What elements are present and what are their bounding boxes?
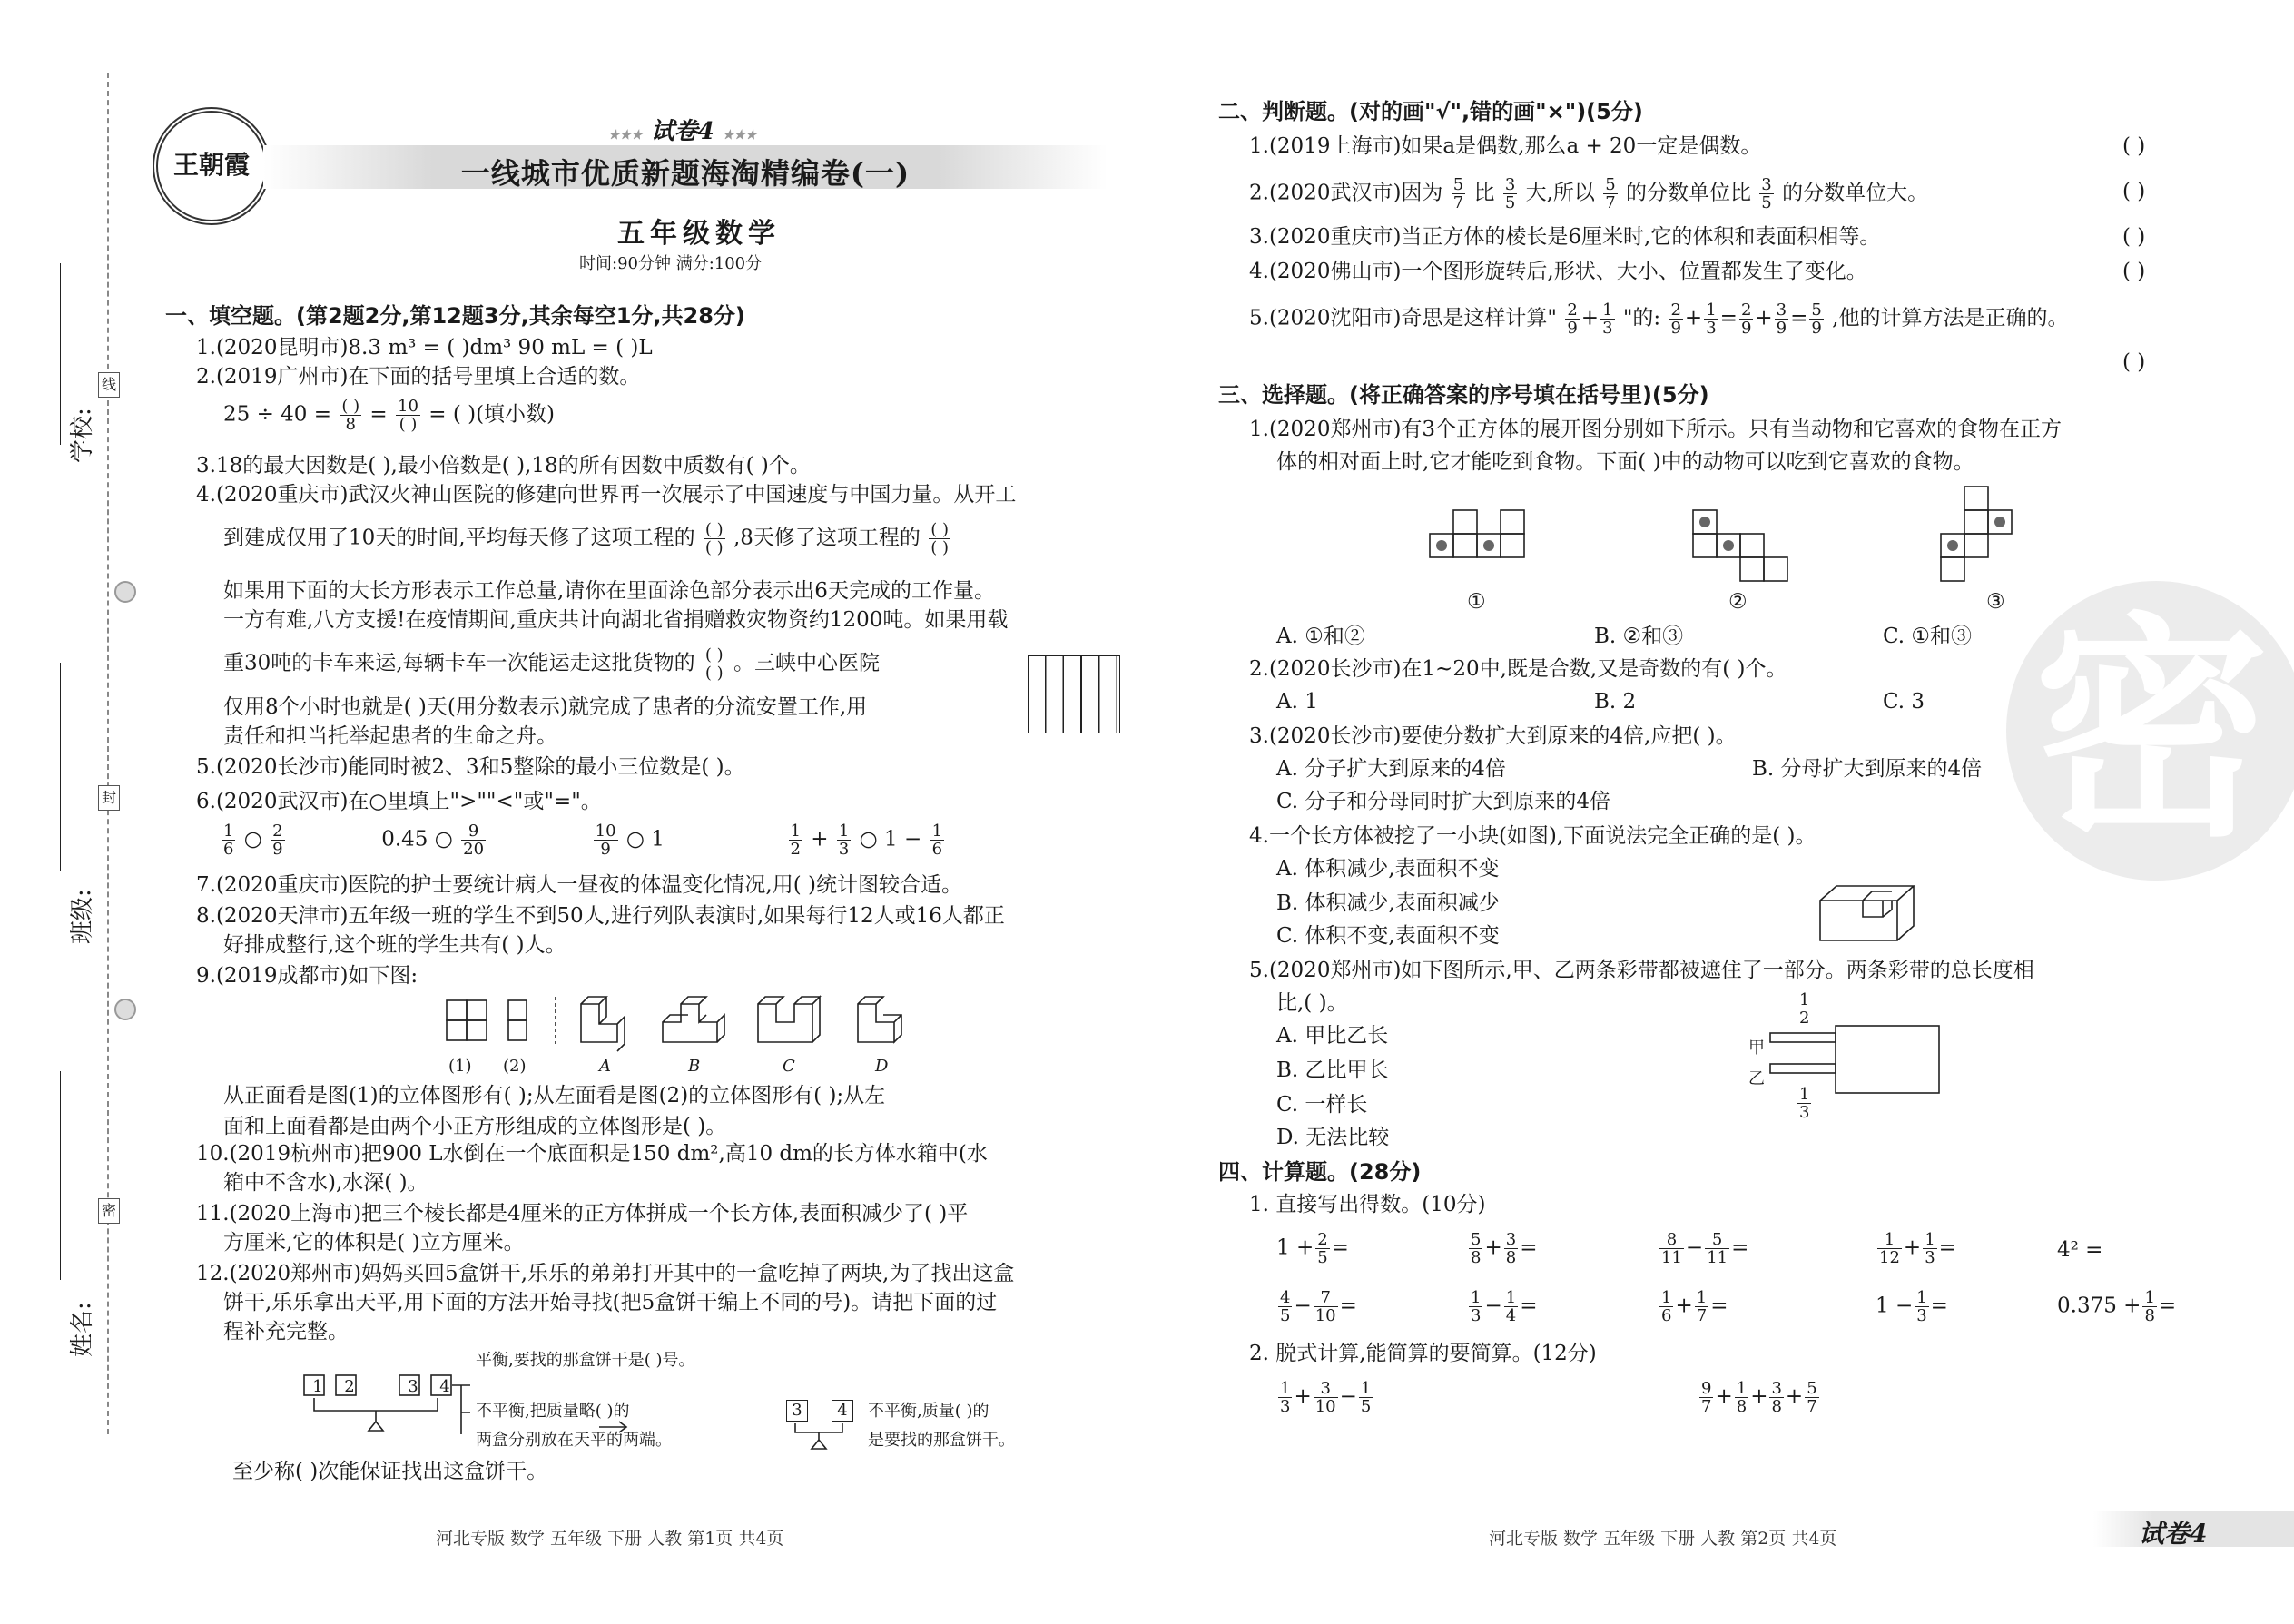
question-3: 3.18的最大因数是( ),最小倍数是( ),18的所有因数中质数有( )个。 [196, 454, 811, 477]
q12-branch-3a: 不平衡,质量( )的 [868, 1402, 989, 1421]
name-label: 姓名: [69, 1302, 96, 1357]
seal-mark-mi: 密 [98, 1198, 120, 1224]
question-11-line-1: 11.(2020上海市)把三个棱长都是4厘米的正方体拼成一个长方体,表面积减少了( )平 [196, 1202, 969, 1225]
question-12-line-3: 程补充完整。 [223, 1320, 349, 1343]
banner-title: 一线城市优质新题海淘精编卷(一) [460, 156, 911, 191]
question-9-line-3: 面和上面看都是由两个小正方形组成的立体图形是( )。 [223, 1115, 727, 1138]
q9-label-c: C [783, 1057, 795, 1076]
choice-5-option-a: A. 甲比乙长 [1276, 1024, 1389, 1048]
cuboid-figure [1816, 881, 1925, 946]
calc-2b: $\frac{1}{3}$ − $\frac{1}{4}$ = [1471, 1288, 1538, 1325]
q9-label-a: A [599, 1057, 611, 1076]
choice-3-option-a: A. 分子扩大到原来的4倍 [1276, 757, 1506, 781]
q12-branch-2b: 两盒分别放在天平的两端。 [476, 1431, 672, 1450]
calc-3a: $\frac{1}{3}$ + $\frac{3}{10}$ − $\frac{1}{5}$ [1280, 1379, 1372, 1416]
question-8-line-2: 好排成整行,这个班的学生共有( )人。 [223, 933, 566, 957]
question-6-items: $\frac{1}{6}$ ○ $\frac{2}{9}$ 0.45 ○ $\frac{9}{20}$ $\frac{10}{9}$ ○ 1 $\frac{1}{2}$ + $\frac{1}{3}$ ○ 1 − $\frac{1}{6}$ [223, 822, 943, 859]
q12-box-2: 2 [344, 1377, 355, 1396]
choice-5-option-c: C. 一样长 [1276, 1093, 1368, 1117]
choice-2-option-a: A. 1 [1276, 690, 1318, 714]
question-2: 2.(2019广州市)在下面的括号里填上合适的数。 [196, 365, 641, 389]
calc-2e: 0.375 + $\frac{1}{8}$ = [2057, 1288, 2177, 1325]
seal-mark-feng: 封 [98, 785, 120, 811]
question-12-line-1: 12.(2020郑州市)妈妈买回5盒饼干,乐乐的弟弟打开其中的一盒吃掉了两块,为了找出这盒 [196, 1262, 1015, 1285]
calc-2-title: 2. 脱式计算,能简算的要简算。(12分) [1249, 1342, 1597, 1365]
title-banner [263, 145, 1108, 189]
net-label-2: ② [1728, 590, 1748, 614]
choice-1-line-2: 体的相对面上时,它才能吃到食物。下面( )中的动物可以吃到它喜欢的食物。 [1276, 450, 1974, 474]
question-5: 5.(2020长沙市)能同时被2、3和5整除的最小三位数是( )。 [196, 755, 745, 779]
choice-2: 2.(2020长沙市)在1~20中,既是合数,又是奇数的有( )个。 [1249, 657, 1787, 681]
choice-1-option-a: A. ①和② [1276, 625, 1365, 648]
q12-branch-3b: 是要找的那盒饼干。 [868, 1431, 1015, 1450]
q9-label-b: B [688, 1057, 701, 1076]
question-1: 1.(2020昆明市)8.3 m³ = ( )dm³ 90 mL = ( )L [196, 336, 653, 359]
question-8-line-1: 8.(2020天津市)五年级一班的学生不到50人,进行列队表演时,如果每行12人或16人都正 [196, 904, 1005, 928]
question-9-line-2: 从正面看是图(1)的立体图形有( );从左面看是图(2)的立体图形有( );从左 [223, 1084, 886, 1107]
calc-1d: $\frac{1}{12}$ + $\frac{1}{3}$ = [1879, 1230, 1956, 1267]
question-4-line-4: 一方有难,八方支援!在疫情期间,重庆共计向湖北省捐赠救灾物资约1200吨。如果用载 [223, 608, 1009, 632]
q12-branch-2a: 不平衡,把质量略( )的 [476, 1402, 630, 1421]
subject-title: 五年级数学 [617, 218, 781, 250]
question-4-line-1: 4.(2020重庆市)武汉火神山医院的修建向世界再一次展示了中国速度与中国力量。从开工 [196, 483, 1017, 507]
seal-mark-line: 线 [98, 372, 120, 398]
ribbon-yi-fraction: $\frac{1}{3}$ [1799, 1085, 1810, 1122]
net-label-3: ③ [1986, 590, 2005, 614]
question-9: 9.(2019成都市)如下图: [196, 964, 418, 988]
judge-3-paren: ( ) [2122, 225, 2146, 249]
footer-badge: 试卷4 [2093, 1511, 2294, 1547]
choice-1-option-b: B. ②和③ [1594, 625, 1684, 648]
small-balance [788, 1422, 861, 1458]
section-4-title: 四、计算题。(28分) [1218, 1159, 1422, 1185]
footer-left: 河北专版 数学 五年级 下册 人教 第1页 共4页 [436, 1529, 784, 1549]
judge-5: 5.(2020沈阳市)奇思是这样计算" $\frac{2}{9}$ + $\frac{1}{3}$ "的: $\frac{2}{9}$ + $\frac{1}{3}$ = $\frac{2}{9}$ + $\frac{3}{9}$ = $\frac{5}{9}$ ,他的计算方法是正确的。 [1249, 300, 2069, 338]
calc-row-2: $\frac{4}{5}$ − $\frac{7}{10}$ = [1280, 1288, 1357, 1325]
question-7: 7.(2020重庆市)医院的护士要统计病人一昼夜的体温变化情况,用( )统计图较合适。 [196, 873, 962, 897]
judge-4: 4.(2020佛山市)一个图形旋转后,形状、大小、位置都发生了变化。 [1249, 260, 1867, 283]
q12-box-4b: 4 [832, 1400, 853, 1422]
calc-row-1: 1 + $\frac{2}{5}$ = [1276, 1230, 1349, 1267]
judge-4-paren: ( ) [2122, 260, 2146, 283]
calc-1b: $\frac{5}{8}$ + $\frac{3}{8}$ = [1471, 1230, 1538, 1267]
calc-2d: 1 − $\frac{1}{3}$ = [1876, 1288, 1948, 1325]
judge-1: 1.(2019上海市)如果a是偶数,那么a + 20一定是偶数。 [1249, 134, 1762, 158]
choice-4-option-a: A. 体积减少,表面积不变 [1276, 857, 1500, 881]
choice-5-option-b: B. 乙比甲长 [1276, 1058, 1389, 1082]
question-11-line-2: 方厘米,它的体积是( )立方厘米。 [223, 1231, 525, 1255]
ribbon-yi-label: 乙 [1748, 1069, 1765, 1088]
judge-2-paren: ( ) [2122, 180, 2146, 203]
q12-branch-1: 平衡,要找的那盒饼干是( )号。 [476, 1351, 695, 1370]
q12-box-3b: 3 [786, 1400, 808, 1422]
question-4-line-7: 责任和担当托举起患者的生命之舟。 [223, 724, 557, 748]
q9-label-1: (1) [448, 1057, 472, 1076]
question-4-line-3: 如果用下面的大长方形表示工作总量,请你在里面涂色部分表示出6天完成的工作量。 [223, 579, 995, 603]
question-6: 6.(2020武汉市)在○里填上">""<"或"="。 [196, 790, 602, 813]
question-10-line-2: 箱中不含水),水深( )。 [223, 1171, 428, 1195]
choice-5-option-d: D. 无法比较 [1276, 1126, 1390, 1149]
section-2-title: 二、判断题。(对的画"√",错的画"×")(5分) [1218, 99, 1643, 124]
calc-3b: $\frac{9}{7}$ + $\frac{1}{8}$ + $\frac{3}{8}$ + $\frac{5}{7}$ [1701, 1379, 1817, 1416]
choice-4-option-c: C. 体积不变,表面积不变 [1276, 924, 1500, 948]
calc-1c: $\frac{8}{11}$ − $\frac{5}{11}$ = [1661, 1230, 1749, 1267]
paper-label: ★★★ 试卷4 ★★★ [608, 118, 757, 145]
judge-3: 3.(2020重庆市)当正方体的棱长是6厘米时,它的体积和表面积相等。 [1249, 225, 1881, 249]
net-label-1: ① [1467, 590, 1486, 614]
calc-1e: 4² = [2057, 1238, 2103, 1262]
judge-1-paren: ( ) [2122, 134, 2146, 158]
judge-2: 2.(2020武汉市)因为 $\frac{5}{7}$ 比 $\frac{3}{5}$ 大,所以 $\frac{5}{7}$ 的分数单位比 $\frac{3}{5}$ 的分数单位大。 [1249, 175, 1929, 212]
calc-2c: $\frac{1}{6}$ + $\frac{1}{7}$ = [1661, 1288, 1728, 1325]
choice-1-line-1: 1.(2020郑州市)有3个正方体的展开图分别如下所示。只有当动物和它喜欢的食物在正方 [1249, 418, 2063, 441]
question-4-line-6: 仅用8个小时也就是( )天(用分数表示)就完成了患者的分流安置工作,用 [223, 695, 868, 719]
q9-label-2: (2) [503, 1057, 527, 1076]
time-info: 时间:90分钟 满分:100分 [579, 254, 763, 273]
choice-3-option-b: B. 分母扩大到原来的4倍 [1752, 757, 1983, 781]
choice-4-option-b: B. 体积减少,表面积减少 [1276, 891, 1500, 915]
binding-margin [0, 0, 136, 1624]
calc-1-title: 1. 直接写出得数。(10分) [1249, 1193, 1486, 1216]
question-4-line-2: 到建成仅用了10天的时间,平均每天修了这项工程的 $\frac{( )}{( )}$ ,8天修了这项工程的 $\frac{( )}{( )}$ [223, 520, 950, 557]
watermark-stamp: 密 [2006, 581, 2294, 881]
choice-2-option-c: C. 3 [1883, 690, 1925, 714]
footer-right: 河北专版 数学 五年级 下册 人教 第2页 共4页 [1489, 1529, 1837, 1549]
choice-1-option-c: C. ①和③ [1883, 625, 1973, 648]
question-4-line-5: 重30吨的卡车来运,每辆卡车一次能运走这批货物的 $\frac{( )}{( )}$ 。三峡中心医院 [223, 645, 880, 683]
ribbon-jia-fraction: $\frac{1}{2}$ [1799, 990, 1810, 1028]
q12-box-3: 3 [408, 1377, 418, 1396]
choice-5-line-1: 5.(2020郑州市)如下图所示,甲、乙两条彩带都被遮住了一部分。两条彩带的总长度相 [1249, 959, 2034, 982]
question-12-line-2: 饼干,乐乐拿出天平,用下面的方法开始寻找(把5盒饼干编上不同的号)。请把下面的过 [223, 1291, 998, 1314]
q12-box-1: 1 [312, 1377, 323, 1396]
cube-nets [1416, 479, 2070, 588]
ornament-icon [114, 581, 136, 603]
choice-3-option-c: C. 分子和分母同时扩大到原来的4倍 [1276, 790, 1611, 813]
work-rectangle [1028, 655, 1120, 733]
section-3-title: 三、选择题。(将正确答案的序号填在括号里)(5分) [1218, 382, 1709, 408]
q12-box-4: 4 [439, 1377, 450, 1396]
ornament-icon [114, 999, 136, 1020]
question-2-equation: 25 ÷ 40 = $\frac{( )}{8}$ = $\frac{10}{( )}$ = ( )(填小数) [223, 397, 556, 434]
logo: 王朝霞 [153, 107, 271, 225]
question-10-line-1: 10.(2019杭州市)把900 L水倒在一个底面积是150 dm²,高10 dm的长方体水箱中(水 [196, 1142, 988, 1166]
judge-5-paren: ( ) [2122, 350, 2146, 374]
ribbon-diagram [1768, 1024, 1995, 1097]
choice-2-option-b: B. 2 [1594, 690, 1637, 714]
question-12-end: 至少称( )次能保证找出这盒饼干。 [232, 1460, 548, 1483]
school-label: 学校: [69, 408, 96, 463]
q9-label-d: D [875, 1057, 889, 1076]
choice-4: 4.一个长方体被挖了一小块(如图),下面说法完全正确的是( )。 [1249, 824, 1816, 848]
ribbon-jia-label: 甲 [1748, 1038, 1765, 1058]
section-1-title: 一、填空题。(第2题2分,第12题3分,其余每空1分,共28分) [165, 303, 745, 329]
class-label: 班级: [69, 889, 96, 944]
choice-5-line-2: 比,( )。 [1276, 991, 1348, 1015]
choice-3: 3.(2020长沙市)要使分数扩大到原来的4倍,应把( )。 [1249, 724, 1737, 748]
